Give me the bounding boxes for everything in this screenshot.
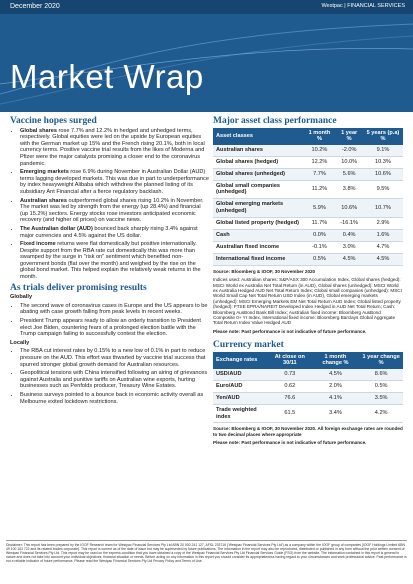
table-row: [213, 392, 403, 404]
row-label: Global listed property (hedged): [213, 217, 304, 229]
cell-value: -16.1%: [335, 217, 363, 229]
hero-banner: [0, 0, 413, 112]
asset-heading: Major asset class performance: [213, 116, 337, 126]
row-label: Global shares (unhedged): [213, 168, 304, 180]
cell-value: 4.2%: [359, 404, 403, 423]
cell-value: 76.6: [268, 392, 311, 404]
asset-note: Indices used: Australian shares: S&P/ASX 300 Accumulation Index, Global shares (hedged): MSCI World ex Australia Net Total Return (in AUD), Global shares (unhedged): MSCI World ex Australia Hedged AUD Net Total Return Index; Global small companies (unhedged): MSCI World Small Cap Net Total Return USD Index (in AUD), Global emerging markets (unhedged): MSCI Emerging Markets EM Net Total Return AUD Index; Global listed property (hedged): FTSE EPRA/NAREIT Developed Index Hedged in AUD Net Total Return; Cash: Bloomberg AusBond Bank Bill Index; Australian fixed income: Bloomberg AusBond Composite 0+ Yr Index, International fixed income: Bloomberg Barclays Global Aggregate Total Return Index Value Hedged AUD: [213, 277, 402, 326]
table-row: [213, 199, 403, 218]
table-row: [213, 145, 403, 156]
row-label: Yen/AUD: [213, 392, 268, 404]
issue-date: December 2020: [10, 3, 60, 10]
cell-value: 4.5%: [312, 369, 360, 380]
row-label: Global shares (hedged): [213, 156, 304, 168]
table-row: [213, 380, 403, 392]
cell-value: 10.0%: [335, 156, 363, 168]
row-label: Trade weighted index: [213, 404, 268, 423]
asset-table: [213, 128, 403, 266]
table-row: [213, 241, 403, 253]
cell-value: 3.0%: [335, 241, 363, 253]
globally-label: Globally: [10, 294, 33, 301]
table-row: [213, 217, 403, 229]
row-label: Global emerging markets (unhedged): [213, 199, 304, 218]
cell-value: 0.0%: [304, 229, 336, 241]
local-list: [10, 348, 210, 405]
table-row: [213, 180, 403, 199]
table-row: [213, 229, 403, 241]
list-item: • Geopolitical tensions with China intensified following an airing of grievances against Australia and punitive tariffs on Australian wine exports, hurting businesses such as Penfolds producer, Treasury Wine Estates.: [20, 370, 210, 390]
cell-value: 10.7%: [363, 199, 403, 218]
cell-value: 3.5%: [359, 392, 403, 404]
asset-note2: Please note: Past performance is not indicative of future performance.: [213, 328, 367, 334]
vaccine-list: [10, 128, 210, 281]
cell-value: 3.8%: [335, 180, 363, 199]
cell-value: 11.7%: [304, 217, 336, 229]
cell-value: 11.2%: [304, 180, 336, 199]
cell-value: 5.9%: [304, 199, 336, 218]
list-item: • Fixed income returns were flat domestically but positive internationally. Despite support from the RBA rate cut domestically this was more than swamped by the surge in "risk on" sentiment which benefited non-government bonds (flat over the month) and weighed by the rise on the global bond market. This helped explain the relatively weak returns in the month.: [20, 241, 210, 281]
page-title: Market Wrap: [10, 58, 204, 95]
list-item: • The Australian dollar (AUD) bounced back sharply rising 3.4% against major currencies and 4.5% against the US dollar.: [20, 226, 210, 239]
col-header: 1 month %: [304, 128, 336, 145]
cell-value: 10.3%: [363, 156, 403, 168]
col-header: 1 month change %: [312, 352, 360, 369]
table-row: [213, 156, 403, 168]
cell-value: 9.5%: [363, 180, 403, 199]
cell-value: 10.6%: [335, 199, 363, 218]
list-item: • The second wave of coronavirus cases in Europe and the US appears to be abating with case growth falling from peak levels in recent weeks.: [20, 303, 210, 316]
cell-value: 61.5: [268, 404, 311, 423]
col-header: 1 year change %: [359, 352, 403, 369]
cell-value: 10.2%: [304, 145, 336, 156]
cell-value: 4.5%: [363, 253, 403, 265]
col-header: 5 years (p.a) %: [363, 128, 403, 145]
list-item: • Emerging markets rose 6.9% during November in Australian Dollar (AUD) terms lagging developed markets. This was due in part to underperformance by index heavyweight Alibaba which withdrew the planned listing of its subsidiary Ant Financial after a fierce regulatory backlash.: [20, 169, 210, 195]
table-row: [213, 253, 403, 265]
currency-note: Please note: Past performance is not indicative of future performance.: [213, 440, 367, 446]
cell-value: 2.0%: [312, 380, 360, 392]
cell-value: 9.1%: [363, 145, 403, 156]
left-column: [10, 118, 210, 407]
currency-source: Source: Bloomberg & IOOF, 30 November 2020. All foreign exchange rates are rounded to two decimal places where appropriate: [213, 426, 403, 437]
cell-value: -2.0%: [335, 145, 363, 156]
list-item: • President Trump appears ready to allow an orderly transition to President elect Joe Biden, countering fears of a prolonged election battle with the Trump campaign failing to successfully contest the election.: [20, 318, 210, 338]
table-row: [213, 404, 403, 423]
row-label: Global small companies (unhedged): [213, 180, 304, 199]
cell-value: 3.4%: [312, 404, 360, 423]
brand-logo: Westpac | FINANCIAL SERVICES: [321, 3, 405, 9]
cell-value: 0.73: [268, 369, 311, 380]
currency-table: [213, 352, 403, 424]
cell-value: 4.5%: [335, 253, 363, 265]
disclaimer: Disclaimer: This report has been prepared by the IOOF Research team for Westpac Financial Services Pty Ltd ABN 20 000 241 127, AFSL 233716 ('Westpac Financial Services Pty Ltd') as a company within the IOOF group of companies (IOOF Holdings Limited ABN 49 100 103 722 and its related bodies corporate). This report is current as of the date of issue but may be superseded by future publications. The information in the report may also be reproduced, distributed or published in any form without the prior written consent of Westpac Financial Services Pty Ltd. This report may be used on the express condition that you have obtained a copy of the Westpac Financial Services Pty Ltd Financial Services Guide (FSG) from the website. The information contained in this report is general in nature and does not take into account your individual objectives, financial situation or needs. Before acting on any information in this report you should consider its appropriateness having regard to your circumstances and seek professional advice. Past performance is not a reliable indicator of future performance. Please read the Westpac Financial Services Pty Ltd Privacy Policy and Terms of Use.: [6, 540, 407, 563]
asset-source: Source: Bloomberg & IOOF, 30 November 2020: [213, 268, 316, 274]
locally-label: Locally: [10, 339, 30, 346]
vaccine-heading: Vaccine hopes surged: [10, 116, 97, 126]
cell-value: 2.9%: [363, 217, 403, 229]
global-list: [10, 303, 210, 338]
cell-value: 0.4%: [335, 229, 363, 241]
list-item: • Business surveys pointed to a bounce back in economic activity overall as Melbourne exited lockdown restrictions.: [20, 392, 210, 405]
col-header: Exchange rates: [213, 352, 268, 369]
cell-value: 7.7%: [304, 168, 336, 180]
row-label: Australian fixed income: [213, 241, 304, 253]
right-column: [213, 118, 403, 446]
cell-value: 8.6%: [359, 369, 403, 380]
cell-value: 0.62: [268, 380, 311, 392]
col-header: Asset classes: [213, 128, 304, 145]
cell-value: 1.6%: [363, 229, 403, 241]
col-header: At close on 30/11: [268, 352, 311, 369]
cell-value: 10.6%: [363, 168, 403, 180]
table-row: [213, 168, 403, 180]
cell-value: 12.2%: [304, 156, 336, 168]
cell-value: 0.5%: [304, 253, 336, 265]
list-item: • Australian shares outperformed global shares rising 10.2% in November. The market was led by strength from the energy (up 28.4%) and financial (up 15.2%) sectors. Energy stocks rose investors anticipated economic recovery (and higher oil prices) on vaccine news.: [20, 198, 210, 224]
cell-value: 5.6%: [335, 168, 363, 180]
table-row: [213, 369, 403, 380]
row-label: International fixed income: [213, 253, 304, 265]
row-label: Cash: [213, 229, 304, 241]
cell-value: -0.1%: [304, 241, 336, 253]
row-label: Australian shares: [213, 145, 304, 156]
cell-value: 4.1%: [312, 392, 360, 404]
row-label: USD/AUD: [213, 369, 268, 380]
list-item: • Global shares rose 7.7% and 12.2% in hedged and unhedged terms, respectively. Global equities were led on the upside by European equities with the German market up 15% and the French rising 20.1%, both in local currency terms. Positive vaccine trial results from the likes of Moderna and Pfizer were the major catalysts promising a closer end to the coronavirus pandemic.: [20, 128, 210, 168]
currency-heading: Currency market: [213, 340, 284, 351]
row-label: Euro/AUD: [213, 380, 268, 392]
cell-value: 4.7%: [363, 241, 403, 253]
cell-value: 0.5%: [359, 380, 403, 392]
trials-heading: As trials deliver promising results: [10, 282, 147, 293]
col-header: 1 year %: [335, 128, 363, 145]
list-item: • The RBA cut interest rates by 0.15% to a new low of 0.1% in part to reduce pressure on the AUD. This effort was thwarted by vaccine trial success that spurred stronger global growth demand for Australian resources.: [20, 348, 210, 368]
